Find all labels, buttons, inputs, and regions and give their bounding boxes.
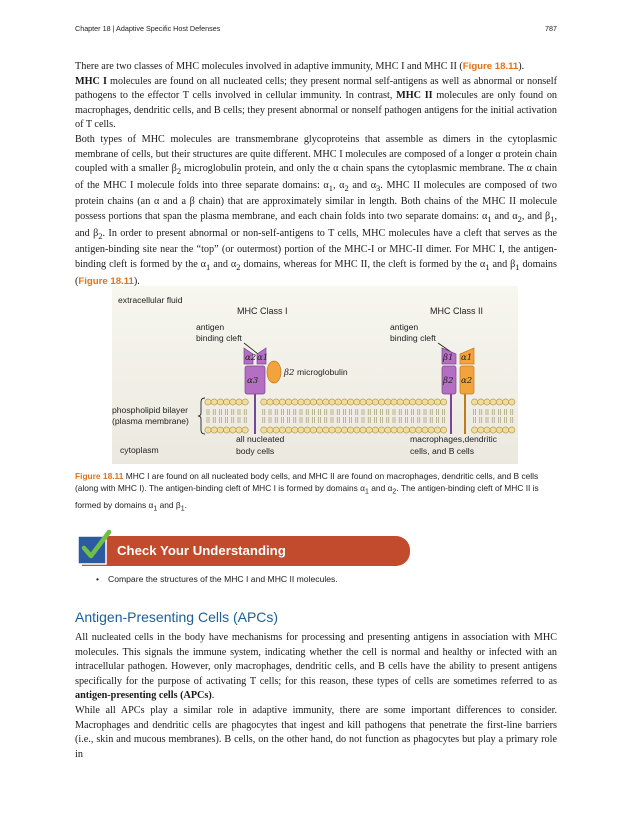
phospholipid-head	[335, 399, 341, 405]
phospholipid-head	[242, 399, 248, 405]
phospholipid-head	[422, 427, 428, 433]
phospholipid-head	[279, 427, 285, 433]
phospholipid-head	[484, 399, 490, 405]
phospholipid-head	[434, 399, 440, 405]
phospholipid-head	[230, 399, 236, 405]
phospholipid-head	[273, 427, 279, 433]
phospholipid-head	[503, 427, 509, 433]
phospholipid-head	[360, 399, 366, 405]
phospholipid-head	[205, 427, 211, 433]
phospholipid-head	[441, 427, 447, 433]
phospholipid-head	[267, 399, 273, 405]
phospholipid-head	[348, 399, 354, 405]
label-extracellular-fluid: extracellular fluid	[118, 295, 183, 305]
term-mhc-ii: MHC II	[396, 90, 433, 102]
label-antigen-cleft-2-line2: binding cleft	[390, 333, 436, 343]
phospholipid-head	[286, 427, 292, 433]
phospholipid-head	[224, 427, 230, 433]
figure-link[interactable]: Figure 18.11	[78, 275, 134, 287]
phospholipid-head	[329, 399, 335, 405]
phospholipid-head	[416, 427, 422, 433]
label-alpha1-ii: α1	[461, 353, 473, 363]
label-beta2-symbol: β2	[284, 368, 295, 378]
paragraph-mhc-structure: Both types of MHC molecules are transmembrane glycoproteins that assemble as dimers in the cytoplasmic membrane of cells, but their structures are quite different. MHC I molecules are composed of a longer α protein chain coupled with a smaller $\beta_2$ microglobulin protein, and only the α chain spans the cytoplasmic membrane. The α chain of the MHC I molecule folds into three separate domains: $\alpha_1$, $\alpha_2$ and $\alpha_3$. MHC II molecules are composed of two protein chains (an α and a β chain) that are approximately similar in length. Both chains of the MHC II molecule possess portions that span the plasma membrane, and each chain folds into two separate domains: $\alpha_1$ and $\alpha_2$, and $\beta_1$, and $\beta_2$. In order to present abnormal or non-self-antigens to T cells, MHC molecules have a cleft that serves as the antigen-binding site near the “top” (or outermost) portion of the MHC-I or MHC-II dimer. For MHC I, the antigen-binding cleft is formed by the $\alpha_1$ and $\alpha_2$ domains, whereas for MHC II, the cleft is formed by the $\alpha_1$ and $\beta_1$ domains (Figure 18.11).	[75, 134, 558, 287]
phospholipid-head	[397, 399, 403, 405]
check-understanding-title: Check Your Understanding	[117, 543, 286, 558]
phospholipid-head	[341, 399, 347, 405]
question-text: Compare the structures of the MHC I and MHC II molecules.	[108, 574, 338, 584]
phospholipid-head	[366, 427, 372, 433]
phospholipid-head	[317, 399, 323, 405]
label-alpha3: α3	[247, 376, 259, 386]
phospholipid-head	[385, 427, 391, 433]
figure-caption-label: Figure 18.11	[75, 471, 124, 481]
text: molecules are only found on macrophages, dendritic cells, and B cells; they present abnormal or nonself pathogen antigens for the initial activation of T cells.	[75, 90, 558, 131]
phospholipid-head	[366, 399, 372, 405]
phospholipid-head	[434, 427, 440, 433]
phospholipid-head	[428, 427, 434, 433]
phospholipid-head	[317, 427, 323, 433]
phospholipid-head	[478, 427, 484, 433]
list-item	[96, 574, 338, 584]
phospholipid-head	[403, 399, 409, 405]
chapter-title: Chapter 18 | Adaptive Specific Host Defenses	[75, 24, 221, 33]
phospholipid-head	[224, 399, 230, 405]
phospholipid-head	[323, 399, 329, 405]
phospholipid-head	[484, 427, 490, 433]
phospholipid-head	[341, 427, 347, 433]
label-nucleated-line1: all nucleated	[236, 434, 285, 444]
phospholipid-head	[372, 427, 378, 433]
phospholipid-head	[335, 427, 341, 433]
phospholipid-head	[267, 427, 273, 433]
label-beta1: β1	[443, 353, 454, 363]
beta2-microglobulin	[267, 361, 281, 383]
label-antigen-cleft-1-line2: binding cleft	[196, 333, 242, 343]
label-alpha1: α1	[257, 353, 269, 363]
phospholipid-head	[211, 427, 217, 433]
phospholipid-head	[472, 427, 478, 433]
phospholipid-head	[242, 427, 248, 433]
paragraph-apcs: All nucleated cells in the body have mechanisms for processing and presenting antigens in association with MHC molecules. This signals the immune system, indicating whether the cell is normal and healthy or infected with an intracellular pathogen. However, only macrophages, dendritic cells, and B cells have the ability to present antigens specifically for the purpose of activating T cells; for this reason, these types of cells are sometimes referred to as antigen-presenting cells (APCs).	[75, 632, 557, 702]
section-heading: Antigen-Presenting Cells (APCs)	[75, 609, 279, 625]
phospholipid-head	[503, 399, 509, 405]
phospholipid-head	[217, 427, 223, 433]
text: molecules are found on all nucleated cells; they present normal self-antigens as well as abnormal or nonself pathogens to the effector T cells involved in cellular immunity. In contrast,	[75, 75, 557, 102]
phospholipid-head	[410, 427, 416, 433]
phospholipid-head	[379, 427, 385, 433]
label-apc-line1: macrophages,dendritic	[410, 434, 497, 444]
label-apc-line2: cells, and B cells	[410, 446, 475, 456]
checkbox-check-icon	[76, 528, 112, 566]
text: There are two classes of MHC molecules involved in adaptive immunity, MHC I and MHC II (	[75, 61, 463, 72]
label-beta2: β2	[443, 376, 454, 386]
phospholipid-head	[428, 399, 434, 405]
phospholipid-head	[286, 399, 292, 405]
phospholipid-head	[211, 399, 217, 405]
phospholipid-head	[490, 399, 496, 405]
phospholipid-head	[323, 427, 329, 433]
phospholipid-head	[478, 399, 484, 405]
phospholipid-head	[329, 427, 335, 433]
page-number: 787	[545, 24, 557, 33]
phospholipid-head	[410, 399, 416, 405]
phospholipid-head	[496, 427, 502, 433]
phospholipid-head	[230, 427, 236, 433]
phospholipid-head	[236, 427, 242, 433]
phospholipid-head	[292, 427, 298, 433]
phospholipid-head	[397, 427, 403, 433]
phospholipid-head	[354, 399, 360, 405]
phospholipid-head	[422, 399, 428, 405]
label-bilayer-line1: phospholipid bilayer	[112, 405, 188, 415]
phospholipid-head	[372, 399, 378, 405]
term-mhc-i: MHC I	[75, 75, 107, 87]
label-beta2-microglobulin: microglobulin	[297, 367, 348, 377]
label-alpha2: α2	[245, 353, 257, 363]
phospholipid-head	[385, 399, 391, 405]
phospholipid-head	[298, 399, 304, 405]
phospholipid-head	[472, 399, 478, 405]
phospholipid-head	[348, 427, 354, 433]
phospholipid-head	[509, 427, 515, 433]
phospholipid-head	[416, 399, 422, 405]
text: ).	[518, 61, 525, 72]
phospholipid-head	[403, 427, 409, 433]
paragraph-mhc-classes	[75, 60, 557, 133]
label-alpha2-ii: α2	[461, 376, 473, 386]
label-mhc-class-i: MHC Class I	[237, 306, 288, 316]
mhc-figure	[112, 286, 518, 464]
figure-caption: Figure 18.11 MHC I are found on all nucleated body cells, and MHC II are found on macrophages, dendritic cells, and B cells (along with MHC I). The antigen-binding cleft of MHC I is formed by domains $\alpha_1$ and $\alpha_2$. The antigen-binding cleft of MHC II is formed by domains $\alpha_1$ and $\beta_1$.	[75, 471, 539, 513]
phospholipid-head	[379, 399, 385, 405]
phospholipid-head	[261, 427, 267, 433]
phospholipid-head	[354, 427, 360, 433]
label-antigen-cleft-2-line1: antigen	[390, 322, 419, 332]
phospholipid-head	[391, 427, 397, 433]
term-apcs: antigen-presenting cells (APCs)	[75, 690, 212, 702]
phospholipid-head	[490, 427, 496, 433]
phospholipid-head	[304, 399, 310, 405]
label-cytoplasm: cytoplasm	[120, 445, 159, 455]
phospholipid-head	[205, 399, 211, 405]
label-mhc-class-ii: MHC Class II	[430, 306, 484, 316]
phospholipid-head	[292, 399, 298, 405]
label-bilayer-line2: (plasma membrane)	[112, 416, 189, 426]
phospholipid-head	[509, 399, 515, 405]
bullet-icon: •	[96, 574, 100, 584]
phospholipid-head	[217, 399, 223, 405]
phospholipid-head	[391, 399, 397, 405]
label-antigen-cleft-1-line1: antigen	[196, 322, 225, 332]
phospholipid-head	[310, 399, 316, 405]
phospholipid-head	[298, 427, 304, 433]
phospholipid-head	[360, 427, 366, 433]
phospholipid-head	[273, 399, 279, 405]
phospholipid-head	[441, 399, 447, 405]
phospholipid-head	[310, 427, 316, 433]
phospholipid-head	[304, 427, 310, 433]
phospholipid-head	[236, 399, 242, 405]
page-header	[75, 24, 557, 38]
phospholipid-head	[261, 399, 267, 405]
label-nucleated-line2: body cells	[236, 446, 275, 456]
figure-link[interactable]: Figure 18.11	[462, 61, 519, 72]
phospholipid-head	[496, 399, 502, 405]
phospholipid-head	[279, 399, 285, 405]
paragraph-apc-differences: While all APCs play a similar role in adaptive immunity, there are some important differences to consider. Macrophages and dendritic cells are phagocytes that ingest and kill pathogens that penetrate the first-line barriers (i.e., skin and mucous membranes). B cells, on the other hand, do not function as phagocytes but play a primary role in	[75, 705, 557, 760]
